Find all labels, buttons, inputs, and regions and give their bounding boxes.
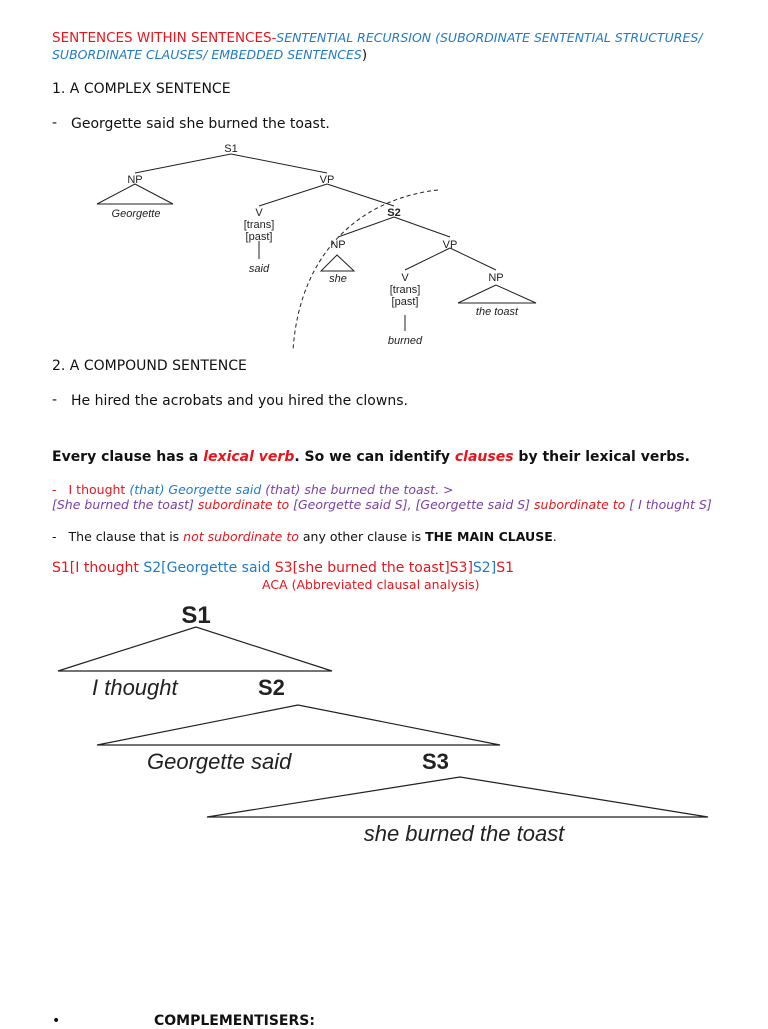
branch-s2-vp: [394, 217, 450, 237]
example-i-thought: I thought: [68, 482, 130, 497]
branch-vp-s2: [327, 184, 394, 206]
feature-trans: [trans]: [243, 219, 275, 231]
triangle-np-she: [321, 255, 354, 271]
example-bracket-thought: [ I thought S]: [629, 497, 712, 512]
leaf-said: said: [248, 263, 270, 275]
main-clause-label: THE MAIN CLAUSE: [425, 529, 553, 544]
rule-clauses: clauses: [454, 449, 514, 465]
main-clause-not-subordinate: not subordinate to: [183, 529, 299, 544]
feature-past: [past]: [245, 231, 273, 243]
leaf-burned: burned: [387, 335, 423, 347]
triangle-s3: [207, 777, 708, 817]
node-vp2: VP: [442, 239, 458, 251]
tree2-georgette-said: Georgette said: [147, 749, 292, 774]
triangle-np-the-toast: [458, 285, 536, 303]
feature-past2: [past]: [391, 296, 419, 308]
leaf-georgette: Georgette: [111, 208, 161, 220]
syntax-tree-complex: [0, 138, 768, 353]
section2-bullet: -: [52, 392, 58, 408]
main-clause-dash: -: [52, 529, 57, 544]
section2-example: He hired the acrobats and you hired the clowns.: [71, 393, 408, 409]
node-vp: VP: [319, 174, 335, 186]
example-line-1: [52, 482, 454, 497]
triangle-s2: [97, 705, 500, 745]
aca-caption: ACA (Abbreviated clausal analysis): [262, 577, 480, 592]
example-subordinate-1: subordinate to: [197, 497, 294, 512]
syntax-tree-aca: [0, 595, 768, 855]
aca-s3: S3[she burned the toast]S3]: [274, 560, 473, 576]
branch-vp2-np: [450, 248, 496, 270]
branch-vp-v: [259, 184, 327, 206]
aca-s2-open: S2[Georgette said: [143, 560, 275, 576]
tree2-s3: S3: [422, 749, 449, 774]
node-s2: S2: [387, 207, 401, 219]
footer-bullet: •: [52, 1013, 61, 1029]
main-clause-line: [52, 529, 557, 544]
aca-s1-close: S1: [496, 560, 514, 576]
feature-trans2: [trans]: [389, 284, 421, 296]
leaf-the-toast: the toast: [475, 306, 519, 318]
tree2-she-burned: she burned the toast: [363, 821, 565, 846]
node-np3: NP: [488, 272, 504, 284]
section2-heading: 2. A COMPOUND SENTENCE: [52, 358, 247, 374]
main-clause-c: any other clause is: [298, 529, 426, 544]
title-line2: [52, 47, 367, 63]
triangle-np-georgette: [97, 184, 173, 204]
main-clause-period: .: [552, 529, 557, 544]
title-dash: -: [271, 31, 277, 46]
example-bracket-georgette: [Georgette said S], [Georgette said S]: [293, 497, 535, 512]
node-v: V: [255, 207, 263, 219]
main-clause-a: The clause that is: [68, 529, 184, 544]
rule-part3: . So we can identify: [294, 449, 455, 465]
tree2-s2: S2: [258, 675, 285, 700]
aca-s1-open: S1[I thought: [52, 560, 144, 576]
rule-part5: by their lexical verbs.: [513, 449, 690, 465]
example-georgette-said: (that) Georgette said: [129, 482, 266, 497]
aca-bracketing: [52, 560, 514, 576]
document-title: [52, 30, 703, 46]
aca-s2-close: S2]: [472, 560, 497, 576]
example-dash: -: [52, 482, 57, 497]
section1-bullet: -: [52, 115, 58, 131]
section1-example: Georgette said she burned the toast.: [71, 116, 330, 132]
lexical-verb-rule: [52, 449, 690, 465]
leaf-she: she: [329, 273, 347, 285]
branch-s1-vp: [231, 154, 327, 173]
branch-s1-np: [135, 154, 231, 173]
complementisers-heading: COMPLEMENTISERS:: [154, 1013, 315, 1029]
node-np: NP: [127, 174, 143, 186]
rule-lexical-verb: lexical verb: [203, 449, 295, 465]
example-subordinate-2: subordinate to: [534, 497, 630, 512]
title-red: SENTENCES WITHIN SENTENCES: [52, 30, 272, 46]
example-she-burned: (that) she burned the toast. >: [265, 482, 454, 497]
section1-heading: 1. A COMPLEX SENTENCE: [52, 81, 231, 97]
dashed-clause-boundary: [293, 190, 438, 350]
example-line-2: [52, 497, 712, 512]
triangle-s1: [58, 627, 332, 671]
node-s1: S1: [224, 143, 238, 155]
example-bracket-she: [She burned the toast]: [52, 497, 198, 512]
rule-part1: Every clause has a: [52, 449, 204, 465]
title-blue-line1: SENTENTIAL RECURSION (SUBORDINATE SENTENTIAL STRUCTURES/: [276, 30, 703, 45]
branch-s2-np: [338, 217, 394, 237]
tree2-i-thought: I thought: [92, 675, 178, 700]
title-close-paren: ): [361, 47, 368, 63]
title-blue-line2: SUBORDINATE CLAUSES/ EMBEDDED SENTENCES: [52, 47, 362, 62]
node-np2: NP: [330, 239, 346, 251]
node-v2: V: [401, 272, 409, 284]
branch-vp2-v: [405, 248, 450, 270]
tree2-s1: S1: [181, 602, 211, 629]
